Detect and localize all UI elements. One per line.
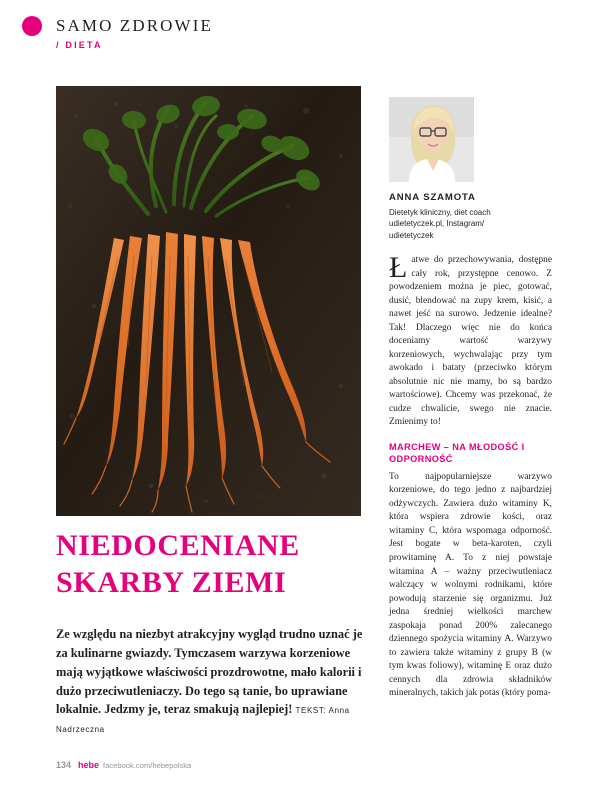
author-name: ANNA SZAMOTA	[389, 192, 476, 203]
brand-dot-icon	[22, 16, 42, 36]
carrots-photo-illustration	[56, 86, 361, 516]
article-body-column	[389, 251, 552, 701]
author-block	[389, 97, 552, 241]
hero-image	[56, 86, 361, 516]
footer-url[interactable]: facebook.com/hebepolska	[103, 761, 192, 770]
brand-name: hebe	[78, 760, 100, 770]
page-number: 134	[56, 760, 72, 770]
article-paragraph-2: To najpopularniejsze warzywo korzeniowe, do tego jedno z najbardziej odżywczych. Zawiera dużo witaminy K, która wspiera zdrowie kości, oraz witaminy C, która wspomaga odporność. Jest bogate w beta-karoten, czyli prowitaminę A. To z niej powstaje witamina A – ważny przeciwutleniacz walczący w wolnymi rodnikami, które powodują starzenie się organizmu. Już jedna średniej wielkości marchew zaspokaja ponad 200% zalecanego dziennego spożycia witaminy A. Warzywo to zawiera także witaminy z grupy B (w tym kwas foliowy), witaminę E oraz dużo cennych dla zdrowia składników mineralnych, takich jak potas (który poma-	[389, 471, 552, 699]
author-portrait-illustration	[389, 97, 474, 182]
headline-line-2: SKARBY ZIEMI	[56, 565, 287, 599]
section-label: / DIETA	[56, 40, 103, 50]
article-lede	[56, 625, 368, 738]
intro-text: atwe do przechowywania, dostępne cały rok, przystępne cenowo. Z powodzeniem można je piec, gotować, dusić, blendować na zupy krem, kisić, a nawet jeść na surowo. Jedzenie idealne? Tak! Dlaczego więc nie do końca doceniamy wartość warzywy korzeniowych, wychwalając przy tym awokado i bataty (przeciwko którym absolutnie nic nie mamy, bo są bardzo wartościowe). Chcemy was przekonać, że cudze chwalicie, swego nie znacie. Zmienimy to!	[389, 255, 552, 428]
page-title: SAMO ZDROWIE	[56, 16, 213, 35]
article-intro-paragraph	[389, 251, 552, 430]
headline-line-1: NIEDOCENIANE	[56, 529, 300, 562]
lede-text: Ze względu na niezbyt atrakcyjny wygląd trudno uznać je za kulinarne gwiazdy. Tymczasem warzywa korzeniowe mają wyjątkowe właściwości prozdrowotne, mało kalorii i dużo przeciwutleniaczy. Do tego są tanie, bo uprawiane lokalnie. Jedzmy je, teraz smakują najlepiej!	[56, 627, 363, 717]
page-footer	[0, 760, 608, 774]
author-description: Dietetyk kliniczny, diet coach udietetyczek.pl, Instagram/ udietetyczek	[389, 208, 491, 240]
page-header	[0, 0, 608, 72]
article-subheading: MARCHEW – NA MŁODOŚĆ I ODPORNOŚĆ	[389, 441, 525, 464]
article-headline	[56, 528, 376, 602]
lede-credit: TEKST: Anna Nadrzeczna	[56, 706, 350, 735]
drop-cap: Ł	[389, 251, 408, 284]
author-avatar	[389, 97, 474, 182]
